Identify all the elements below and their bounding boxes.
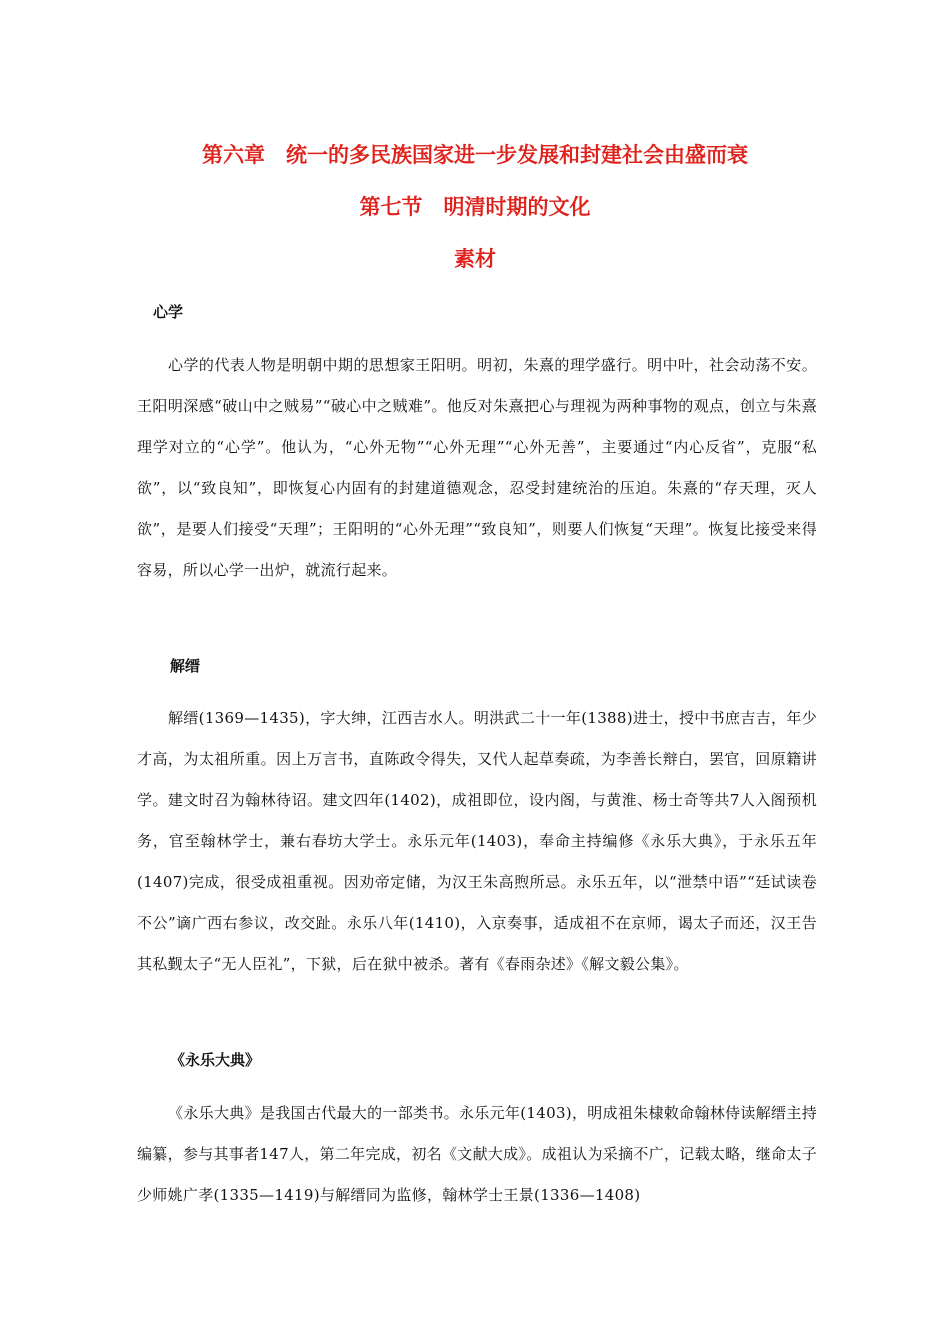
subtitle: 素材 xyxy=(454,247,496,271)
heading-xie-jin: 解缙 xyxy=(170,657,201,675)
heading-yongle-dadian: 《永乐大典》 xyxy=(170,1051,261,1069)
heading-xinxue: 心学 xyxy=(153,303,184,321)
section-title: 第七节 明清时期的文化 xyxy=(359,195,591,219)
paragraph-yongle-dadian: 《永乐大典》是我国古代最大的一部类书。永乐元年(1403)，明成祖朱棣敕命翰林侍读解缙主持编纂，参与其事者147人，第二年完成，初名《文献大成》。成祖认为采摘不广，记载太略，继命太子少师姚广孝(1335—1419)与解缙同为监修，翰林学士王景(1336—1408) xyxy=(137,1104,817,1204)
chapter-title: 第六章 统一的多民族国家进一步发展和封建社会由盛而衰 xyxy=(202,143,748,167)
paragraph-xie-jin: 解缙(1369—1435)，字大绅，江西吉水人。明洪武二十一年(1388)进士，授中书庶吉吉，年少才高，为太祖所重。因上万言书，直陈政令得失，又代人起草奏疏，为李善长辩白，罢官，回原籍讲学。建文时召为翰林待诏。建文四年(1402)，成祖即位，设内阁，与黄淮、杨士奇等共7人入阁预机务，官至翰林学士，兼右春坊大学士。永乐元年(1403)，奉命主持编修《永乐大典》，于永乐五年(1407)完成，很受成祖重视。因劝帝定储，为汉王朱高煦所忌。永乐五年，以“泄禁中语”“廷试读卷不公”谪广西右参议，改交趾。永乐八年(1410)，入京奏事，适成祖不在京师，谒太子而还，汉王告其私觐太子“无人臣礼”，下狱，后在狱中被杀。著有《春雨杂述》《解文毅公集》。 xyxy=(137,709,817,973)
paragraph-xinxue: 心学的代表人物是明朝中期的思想家王阳明。明初，朱熹的理学盛行。明中叶，社会动荡不安。王阳明深感“破山中之贼易”“破心中之贼难”。他反对朱熹把心与理视为两种事物的观点，创立与朱熹理学对立的“心学”。他认为，“心外无物”“心外无理”“心外无善”，主要通过“内心反省”，克服“私欲”，以“致良知”，即恢复心内固有的封建道德观念，忍受封建统治的压迫。朱熹的“存天理，灭人欲”，是要人们接受“天理”；王阳明的“心外无理”“致良知”，则要人们恢复“天理”。恢复比接受来得容易，所以心学一出炉，就流行起来。 xyxy=(137,356,817,579)
